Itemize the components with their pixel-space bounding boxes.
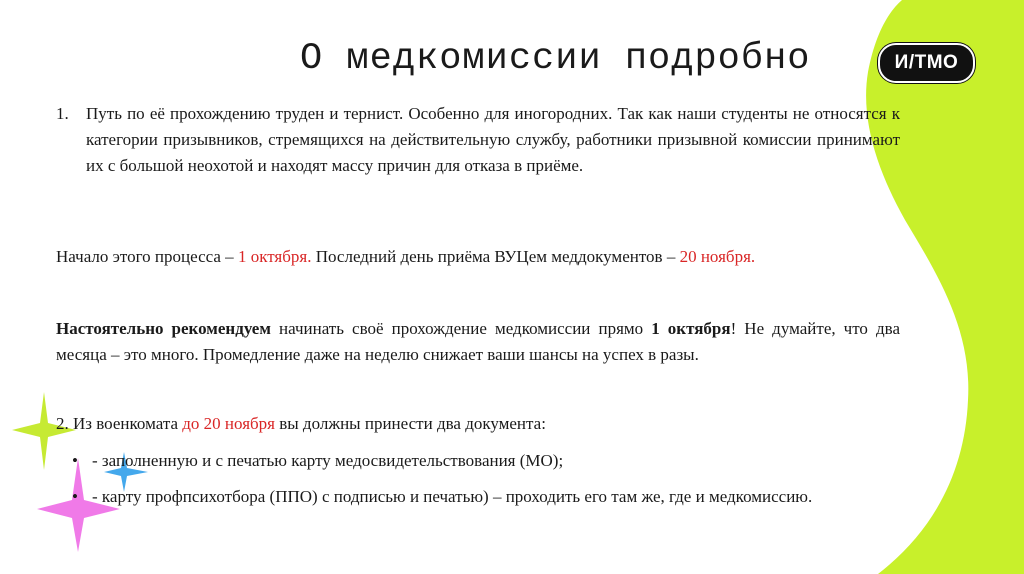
bullet-marker: • [72,487,78,506]
item-1-number: 1. [56,104,69,123]
item-2-text [56,411,906,437]
recommend-middle: начинать своё прохождение медкомиссии прямо [270,319,652,338]
bullet-marker: • [72,451,78,470]
recommend-date: 1 октября [651,319,731,338]
bullet-item: - заполненную и с печатью карту медосвидетельствования (МО); [92,451,564,470]
item-2-deadline: до 20 ноября [182,414,275,433]
item-2-prefix: 2. Из военкомата [56,414,183,433]
start-middle: Последний день приёма ВУЦем меддокументов – [311,247,680,266]
page-title: О медкомиссии подробно [300,38,811,80]
bullet-item: - карту профпсихотбора (ППО) с подписью и печатью) – проходить его там же, где и медкомиссию. [92,487,813,506]
recommendation-paragraph [56,316,900,368]
item-2-suffix: вы должны принести два документа: [274,414,546,433]
start-prefix: Начало этого процесса – [56,247,238,266]
start-date: 1 октября. [237,247,312,266]
item-1-text: Путь по её прохождению труден и тернист. Особенно для иногородних. Так как наши студенты не относятся к категории призывников, стремящихся на действительную службу, работники призывной комиссии принимают их с большой неохотой и находят массу причин для отказа в приёме. [86,104,900,175]
recommend-bold: Настоятельно рекомендуем [56,319,271,338]
end-date: 20 ноября. [679,247,756,266]
recommend-rest: ! Не думайте, что два месяца – это много. Промедление даже на неделю снижает ваши шансы на успех в разы. [56,319,900,364]
process-dates-paragraph [56,244,906,270]
itmo-logo: И/ТМО [878,43,975,83]
